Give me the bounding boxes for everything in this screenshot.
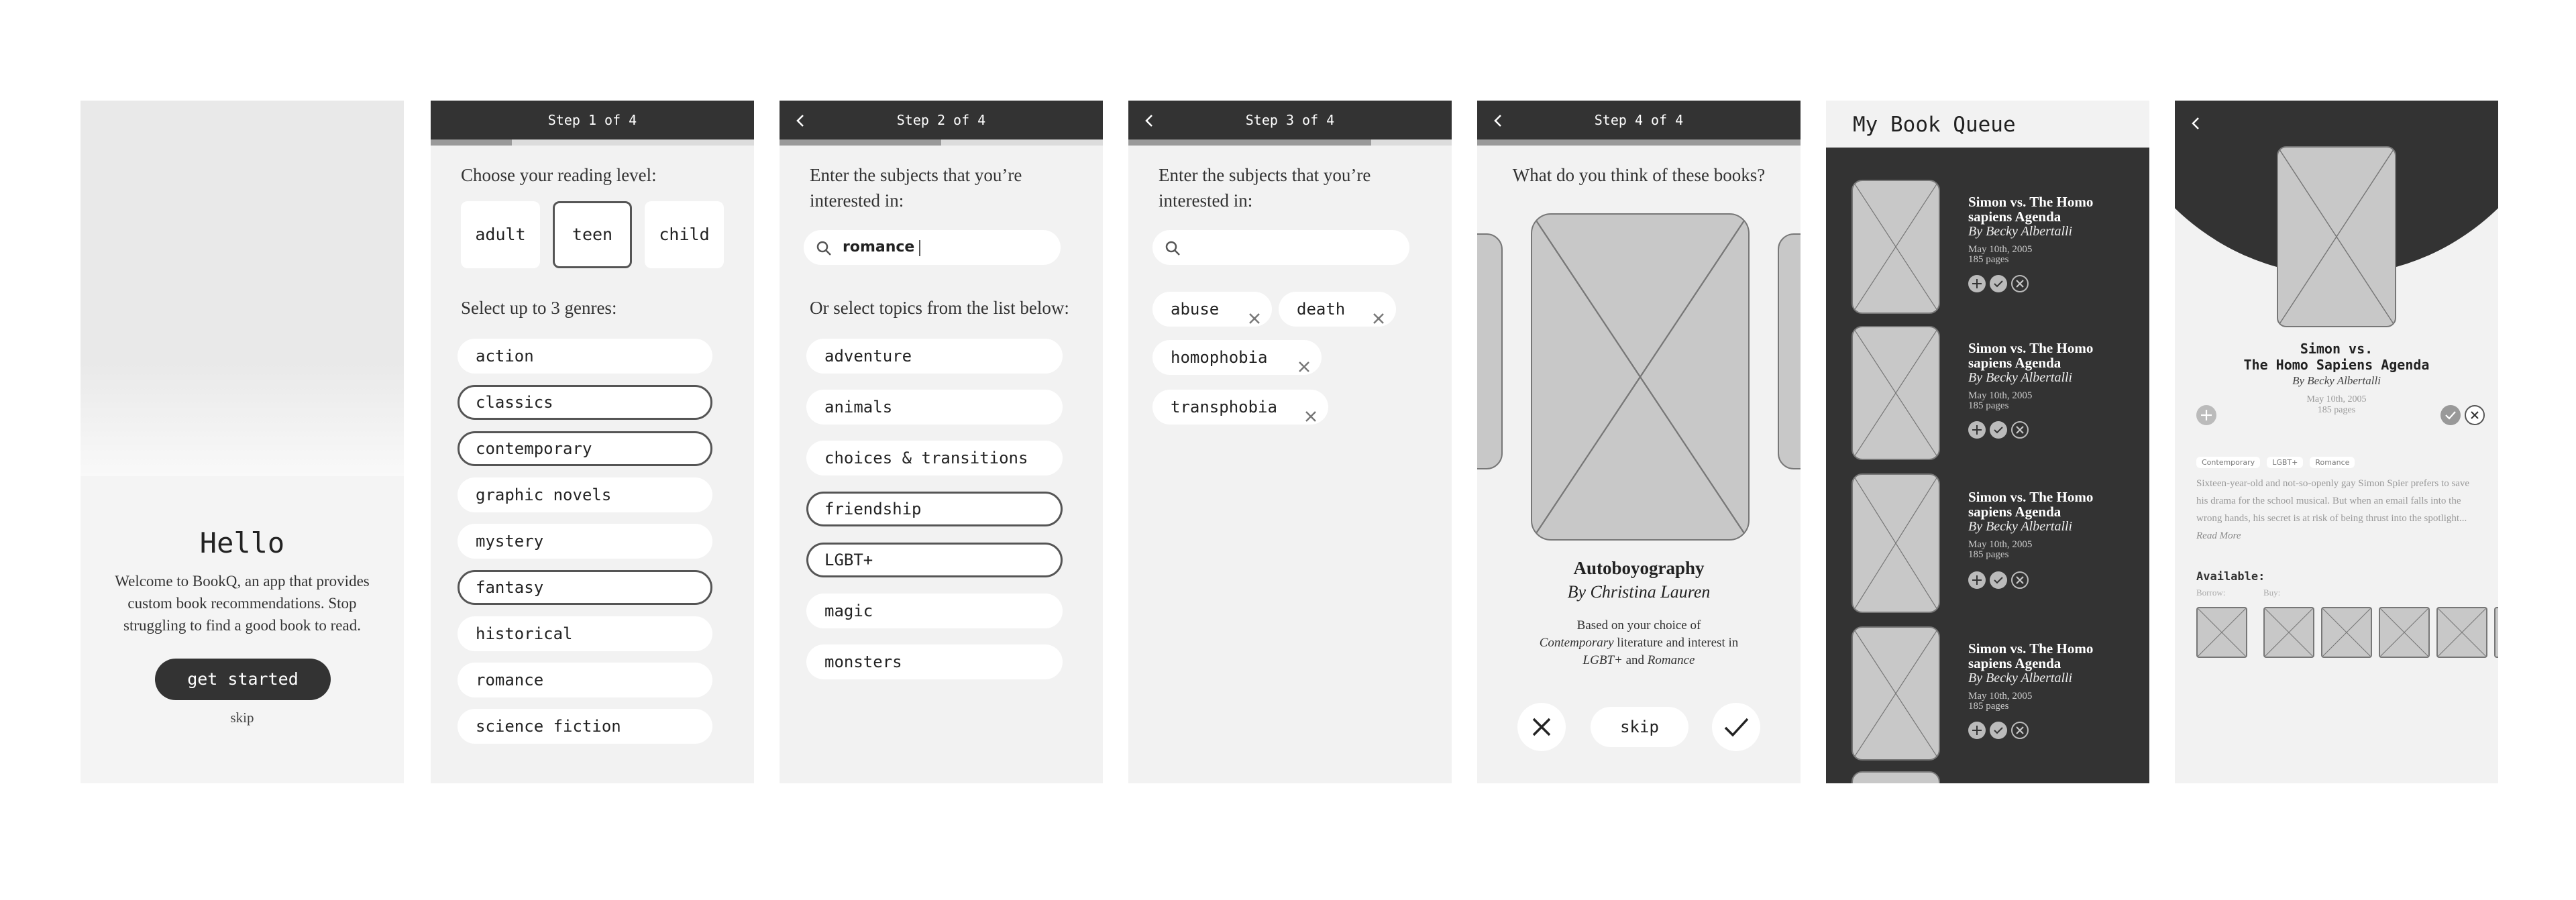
- step1-progress: [431, 139, 754, 146]
- queue-book-author: By Becky Albertalli: [1968, 224, 2073, 239]
- detail-title-line2: The Homo Sapiens Agenda: [2243, 357, 2430, 373]
- avoid-search-input[interactable]: [1152, 230, 1409, 265]
- queue-book-title: Simon vs. The Homo sapiens Agenda: [1968, 640, 2094, 671]
- step4-header-title: Step 4 of 4: [1594, 112, 1684, 128]
- queue-book-pages: 185 pages: [1968, 254, 2009, 265]
- step3-header-title: Step 3 of 4: [1245, 112, 1335, 128]
- borrow-label: Borrow:: [2196, 587, 2226, 598]
- detail-date: May 10th, 2005: [2306, 394, 2367, 404]
- add-icon[interactable]: [1968, 571, 1986, 589]
- chip-label: homophobia: [1171, 348, 1268, 367]
- avoid-subjects-prompt: Enter the subjects that you’re interested in:: [1159, 165, 1371, 211]
- buy-option-thumb[interactable]: [2321, 607, 2372, 658]
- borrow-option-thumb[interactable]: [2196, 607, 2247, 658]
- close-icon[interactable]: [2465, 405, 2485, 425]
- buy-option-thumb[interactable]: [2263, 607, 2314, 658]
- get-started-label: get started: [187, 669, 299, 689]
- hero-image-placeholder: [80, 101, 404, 476]
- back-icon[interactable]: [1493, 101, 1507, 139]
- book-title: Autoboyography: [1573, 558, 1705, 578]
- queue-book-date: May 10th, 2005: [1968, 390, 2033, 401]
- book-author: By Christina Lauren: [1567, 582, 1711, 602]
- reject-button[interactable]: [1517, 703, 1566, 751]
- step1-screen: [431, 101, 754, 783]
- back-icon[interactable]: [796, 101, 809, 139]
- genre-action[interactable]: action: [458, 339, 712, 374]
- step2-header-title: Step 2 of 4: [896, 112, 986, 128]
- detail-screen: [2175, 101, 2498, 783]
- genre-prompt: Select up to 3 genres:: [461, 298, 617, 318]
- genre-fantasy[interactable]: fantasy: [458, 570, 712, 605]
- subjects-prompt: Enter the subjects that you’re interested in:: [810, 165, 1022, 211]
- welcome-description: Welcome to BookQ, an app that provides custom book recommendations. Stop struggling to find a good book to read.: [115, 573, 370, 634]
- queue-book-title: Simon vs. The Homo sapiens Agenda: [1968, 489, 2094, 520]
- level-prompt: Choose your reading level:: [461, 165, 657, 185]
- topic-adventure[interactable]: adventure: [806, 339, 1063, 374]
- step3-screen: [1128, 101, 1452, 783]
- remove-icon[interactable]: [1297, 351, 1311, 386]
- step2-progress: [780, 139, 1103, 146]
- level-teen[interactable]: teen: [553, 201, 632, 268]
- next-book-card[interactable]: [1778, 233, 1801, 469]
- chip-transphobia: [1152, 390, 1328, 425]
- step1-progress-fill: [431, 139, 512, 146]
- detail-author: By Becky Albertalli: [2292, 374, 2381, 387]
- queue-book-title: Simon vs. The Homo sapiens Agenda: [1968, 194, 2094, 225]
- queue-book-date: May 10th, 2005: [1968, 691, 2033, 701]
- close-icon[interactable]: [2011, 571, 2029, 589]
- recommendation-reason: Based on your choice of Contemporary literature and interest in LGBT+ and Romance: [1539, 618, 1739, 667]
- step4-progress: [1477, 139, 1801, 146]
- genre-historical[interactable]: historical: [458, 616, 712, 651]
- queue-screen: [1826, 101, 2149, 783]
- search-value: romance: [843, 239, 915, 256]
- close-icon[interactable]: [2011, 421, 2029, 439]
- add-icon[interactable]: [2196, 405, 2216, 425]
- step4-screen: [1477, 101, 1801, 783]
- buy-label: Buy:: [2263, 587, 2281, 598]
- level-child[interactable]: child: [645, 201, 724, 268]
- buy-option-thumb[interactable]: [2436, 607, 2487, 658]
- check-icon[interactable]: [2440, 405, 2461, 425]
- back-icon[interactable]: [2191, 103, 2204, 142]
- genre-science-fiction[interactable]: science fiction: [458, 709, 712, 744]
- get-started-button[interactable]: [155, 659, 331, 700]
- read-more-link[interactable]: Read More: [2196, 530, 2241, 541]
- queue-item[interactable]: [1826, 180, 2149, 319]
- topic-magic[interactable]: magic: [806, 594, 1063, 628]
- available-label: Available:: [2196, 570, 2265, 583]
- add-icon[interactable]: [1968, 722, 1986, 739]
- queue-book-date: May 10th, 2005: [1968, 244, 2033, 255]
- queue-book-author: By Becky Albertalli: [1968, 370, 2073, 385]
- tag[interactable]: LGBT+: [2267, 457, 2303, 468]
- topic-choices-transitions[interactable]: choices & transitions: [806, 441, 1063, 475]
- close-icon[interactable]: [2011, 275, 2029, 292]
- check-icon[interactable]: [1990, 571, 2007, 589]
- topic-lgbt[interactable]: LGBT+: [806, 543, 1063, 577]
- check-icon[interactable]: [1990, 275, 2007, 292]
- book-cover-placeholder: [1851, 626, 1940, 761]
- book-cover-placeholder: [1851, 180, 1940, 314]
- book-cover-card[interactable]: [1531, 213, 1750, 541]
- check-icon[interactable]: [1990, 722, 2007, 739]
- remove-icon[interactable]: [1372, 302, 1385, 337]
- book-cover-placeholder: [1851, 473, 1940, 613]
- welcome-screen: [80, 101, 404, 783]
- welcome-title: Hello: [199, 526, 285, 559]
- skip-button[interactable]: [1591, 707, 1688, 747]
- tag-list: [2196, 455, 2355, 469]
- step4-progress-fill: [1477, 139, 1801, 146]
- genre-contemporary[interactable]: contemporary: [458, 431, 712, 466]
- step1-header-title: Step 1 of 4: [547, 112, 637, 128]
- step4-header: [1477, 101, 1801, 139]
- queue-book-author: By Becky Albertalli: [1968, 671, 2073, 685]
- queue-header: [1826, 101, 2149, 148]
- chip-label: transphobia: [1171, 398, 1277, 416]
- checkmark-icon: [1712, 741, 1760, 754]
- book-cover-placeholder: [1851, 326, 1940, 460]
- chip-death: [1279, 292, 1396, 327]
- buy-option-thumb[interactable]: [2494, 607, 2498, 658]
- skip-link[interactable]: skip: [230, 710, 254, 726]
- topic-animals[interactable]: animals: [806, 390, 1063, 425]
- skip-label: skip: [1620, 718, 1659, 736]
- topic-friendship[interactable]: friendship: [806, 492, 1063, 526]
- book-cover-placeholder: [2277, 146, 2396, 327]
- chip-abuse: [1152, 292, 1272, 327]
- genre-romance[interactable]: romance: [458, 663, 712, 697]
- buy-option-thumb[interactable]: [2379, 607, 2430, 658]
- chip-label: abuse: [1171, 300, 1220, 319]
- genre-mystery[interactable]: mystery: [458, 524, 712, 559]
- level-adult[interactable]: adult: [461, 201, 540, 268]
- back-icon[interactable]: [1144, 101, 1158, 139]
- queue-book-pages: 185 pages: [1968, 400, 2009, 411]
- add-icon[interactable]: [1968, 421, 1986, 439]
- chip-homophobia: [1152, 340, 1322, 375]
- accept-button[interactable]: [1712, 703, 1760, 751]
- queue-book-pages: 185 pages: [1968, 701, 2009, 712]
- detail-title-line1: Simon vs.: [2300, 341, 2373, 357]
- book-cover-placeholder: [1851, 771, 1940, 783]
- remove-icon[interactable]: [1304, 400, 1318, 435]
- tag[interactable]: Contemporary: [2196, 457, 2260, 468]
- text-cursor: [919, 240, 920, 256]
- previous-book-card[interactable]: [1477, 233, 1503, 469]
- queue-item[interactable]: [1826, 473, 2149, 613]
- queue-book-date: May 10th, 2005: [1968, 539, 2033, 550]
- detail-pages: 185 pages: [2317, 405, 2356, 415]
- step3-progress-fill: [1128, 139, 1371, 146]
- close-icon[interactable]: [2011, 722, 2029, 739]
- synopsis: Sixteen-year-old and not-so-openly gay Simon Spier prefers to save his drama for the school musical. But when an email falls into the wrong hands, his secret is at risk of being thrust into the spotlight... Read More: [2196, 478, 2470, 541]
- topic-list-prompt: Or select topics from the list below:: [810, 298, 1069, 318]
- close-icon: [1517, 741, 1566, 754]
- book-opinion-prompt: What do you think of these books?: [1512, 165, 1766, 185]
- tag[interactable]: Romance: [2310, 457, 2355, 468]
- queue-item[interactable]: [1826, 626, 2149, 766]
- check-icon[interactable]: [1990, 421, 2007, 439]
- subject-search-input[interactable]: [804, 230, 1061, 265]
- step3-progress: [1128, 139, 1452, 146]
- genre-classics[interactable]: classics: [458, 385, 712, 420]
- step3-header: [1128, 101, 1452, 139]
- topic-monsters[interactable]: monsters: [806, 644, 1063, 679]
- remove-icon[interactable]: [1248, 302, 1261, 337]
- queue-book-title: Simon vs. The Homo sapiens Agenda: [1968, 340, 2094, 371]
- step2-header: [780, 101, 1103, 139]
- queue-book-author: By Becky Albertalli: [1968, 519, 2073, 534]
- genre-graphic-novels[interactable]: graphic novels: [458, 477, 712, 512]
- step2-progress-fill: [780, 139, 941, 146]
- queue-title: My Book Queue: [1853, 113, 2016, 137]
- queue-book-pages: 185 pages: [1968, 549, 2009, 560]
- step1-header: [431, 101, 754, 139]
- add-icon[interactable]: [1968, 275, 1986, 292]
- queue-item[interactable]: [1826, 326, 2149, 465]
- step2-screen: [780, 101, 1103, 783]
- chip-label: death: [1297, 300, 1346, 319]
